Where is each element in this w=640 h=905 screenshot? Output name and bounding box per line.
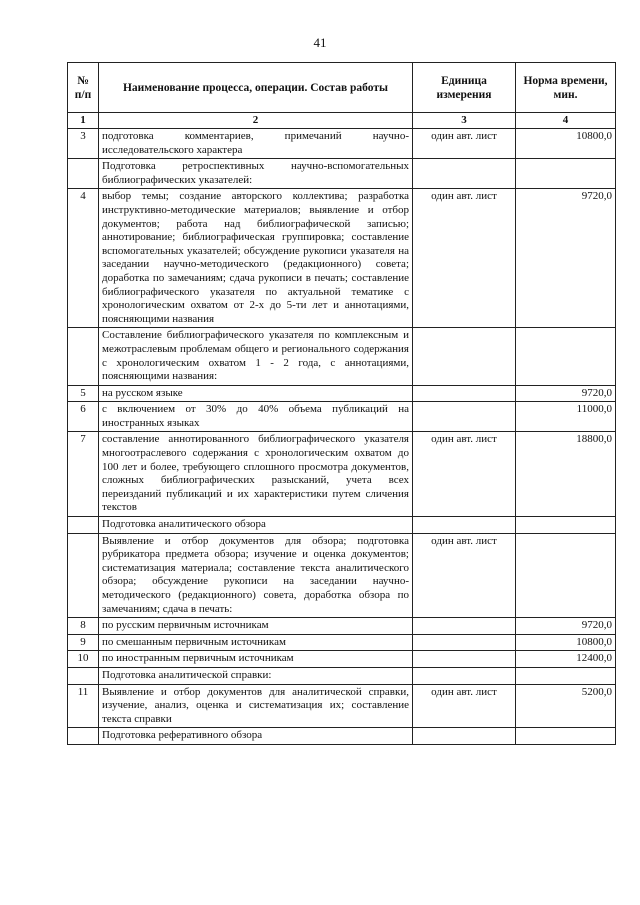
table-row (68, 159, 616, 189)
table-row (68, 402, 616, 432)
row-unit (413, 385, 516, 402)
row-number: 6 (68, 402, 99, 432)
table-row (68, 651, 616, 668)
row-unit: один авт. лист (413, 129, 516, 159)
row-unit (413, 402, 516, 432)
row-description: Выявление и отбор документов для аналитической справки, изучение, анализ, оценка и систематизация их; составление текста справки (99, 684, 413, 728)
row-description: Подготовка реферативного обзора (99, 728, 413, 745)
table-row (68, 667, 616, 684)
table-header-row (68, 63, 616, 113)
header-norm: Норма времени, мин. (516, 63, 616, 113)
row-description: по смешанным первичным источникам (99, 634, 413, 651)
row-norm (516, 667, 616, 684)
row-number (68, 159, 99, 189)
row-number: 9 (68, 634, 99, 651)
row-description: Подготовка аналитической справки: (99, 667, 413, 684)
table-row (68, 618, 616, 635)
table-row (68, 517, 616, 534)
row-norm: 11000,0 (516, 402, 616, 432)
table-row (68, 432, 616, 517)
row-description: Подготовка аналитического обзора (99, 517, 413, 534)
table-row (68, 533, 616, 618)
row-number (68, 667, 99, 684)
row-description: на русском языке (99, 385, 413, 402)
header-name: Наименование процесса, операции. Состав работы (99, 63, 413, 113)
row-unit (413, 634, 516, 651)
column-number-row (68, 113, 616, 129)
row-norm: 18800,0 (516, 432, 616, 517)
column-number: 1 (68, 113, 99, 129)
row-unit (413, 618, 516, 635)
row-number: 3 (68, 129, 99, 159)
row-description: Составление библиографического указателя по комплексным и межотраслевым проблемам общего и регионального содержания с хронологическим охватом 1 - 2 года, с аннотациями, поясняющими названия: (99, 328, 413, 385)
row-unit: один авт. лист (413, 432, 516, 517)
row-description: с включением от 30% до 40% объема публикаций на иностранных языках (99, 402, 413, 432)
row-description: выбор темы; создание авторского коллектива; разработка инструктивно-методические материалов; выявление и отбор документов; работа над библиографической записью; аннотирование; библиографическая группировка; составление вспомогательных указателей; обсуждение рукописи указателя на заседании научно-методического (редакционного) совета; доработка по замечаниям; сдача рукописи в печать; составление библиографического указателя по актуальной тематике с хронологическим охватом от 2-х до 5-ти лет и аннотациями, поясняющими названия (99, 189, 413, 328)
header-unit: Единица измерения (413, 63, 516, 113)
row-unit: один авт. лист (413, 684, 516, 728)
column-number: 4 (516, 113, 616, 129)
row-number: 4 (68, 189, 99, 328)
header-num: № п/п (68, 63, 99, 113)
row-number (68, 328, 99, 385)
table-row (68, 684, 616, 728)
row-number: 11 (68, 684, 99, 728)
row-number (68, 533, 99, 618)
row-description: подготовка комментариев, примечаний научно-исследовательского характера (99, 129, 413, 159)
row-description: по иностранным первичным источникам (99, 651, 413, 668)
row-unit (413, 728, 516, 745)
row-norm (516, 159, 616, 189)
row-unit (413, 651, 516, 668)
row-norm: 9720,0 (516, 618, 616, 635)
row-number (68, 728, 99, 745)
column-number: 2 (99, 113, 413, 129)
row-unit (413, 159, 516, 189)
row-description: составление аннотированного библиографического указателя многоотраслевого содержания с хронологическим охватом до 100 лет и более, требующего сплошного просмотра документов, сложных библиографических разысканий, учета всех переизданий публикаций и их характеристики путем сличения текстов (99, 432, 413, 517)
row-number (68, 517, 99, 534)
row-description: по русским первичным источникам (99, 618, 413, 635)
row-unit: один авт. лист (413, 533, 516, 618)
norms-table (67, 62, 616, 745)
row-number: 7 (68, 432, 99, 517)
row-norm: 10800,0 (516, 129, 616, 159)
row-norm (516, 328, 616, 385)
row-norm: 10800,0 (516, 634, 616, 651)
row-unit (413, 667, 516, 684)
table-row (68, 385, 616, 402)
row-norm: 9720,0 (516, 189, 616, 328)
table-row (68, 328, 616, 385)
row-description: Выявление и отбор документов для обзора; подготовка рубрикатора предмета обзора; изучение и оценка документов; систематизация материала; составление текста аналитического обзора; обсуждение рукописи на заседании научно-методического (редакционного) совета, доработка обзора по замечаниям; сдача в печать: (99, 533, 413, 618)
row-description: Подготовка ретроспективных научно-вспомогательных библиографических указателей: (99, 159, 413, 189)
row-norm (516, 728, 616, 745)
table-body (68, 129, 616, 745)
page-number: 41 (313, 35, 327, 50)
row-unit (413, 517, 516, 534)
table-row (68, 189, 616, 328)
column-number: 3 (413, 113, 516, 129)
row-norm: 9720,0 (516, 385, 616, 402)
row-norm (516, 533, 616, 618)
row-number: 5 (68, 385, 99, 402)
row-unit: один авт. лист (413, 189, 516, 328)
table-row (68, 129, 616, 159)
row-unit (413, 328, 516, 385)
row-number: 8 (68, 618, 99, 635)
table-row (68, 634, 616, 651)
row-number: 10 (68, 651, 99, 668)
table-row (68, 728, 616, 745)
row-norm: 5200,0 (516, 684, 616, 728)
row-norm: 12400,0 (516, 651, 616, 668)
row-norm (516, 517, 616, 534)
